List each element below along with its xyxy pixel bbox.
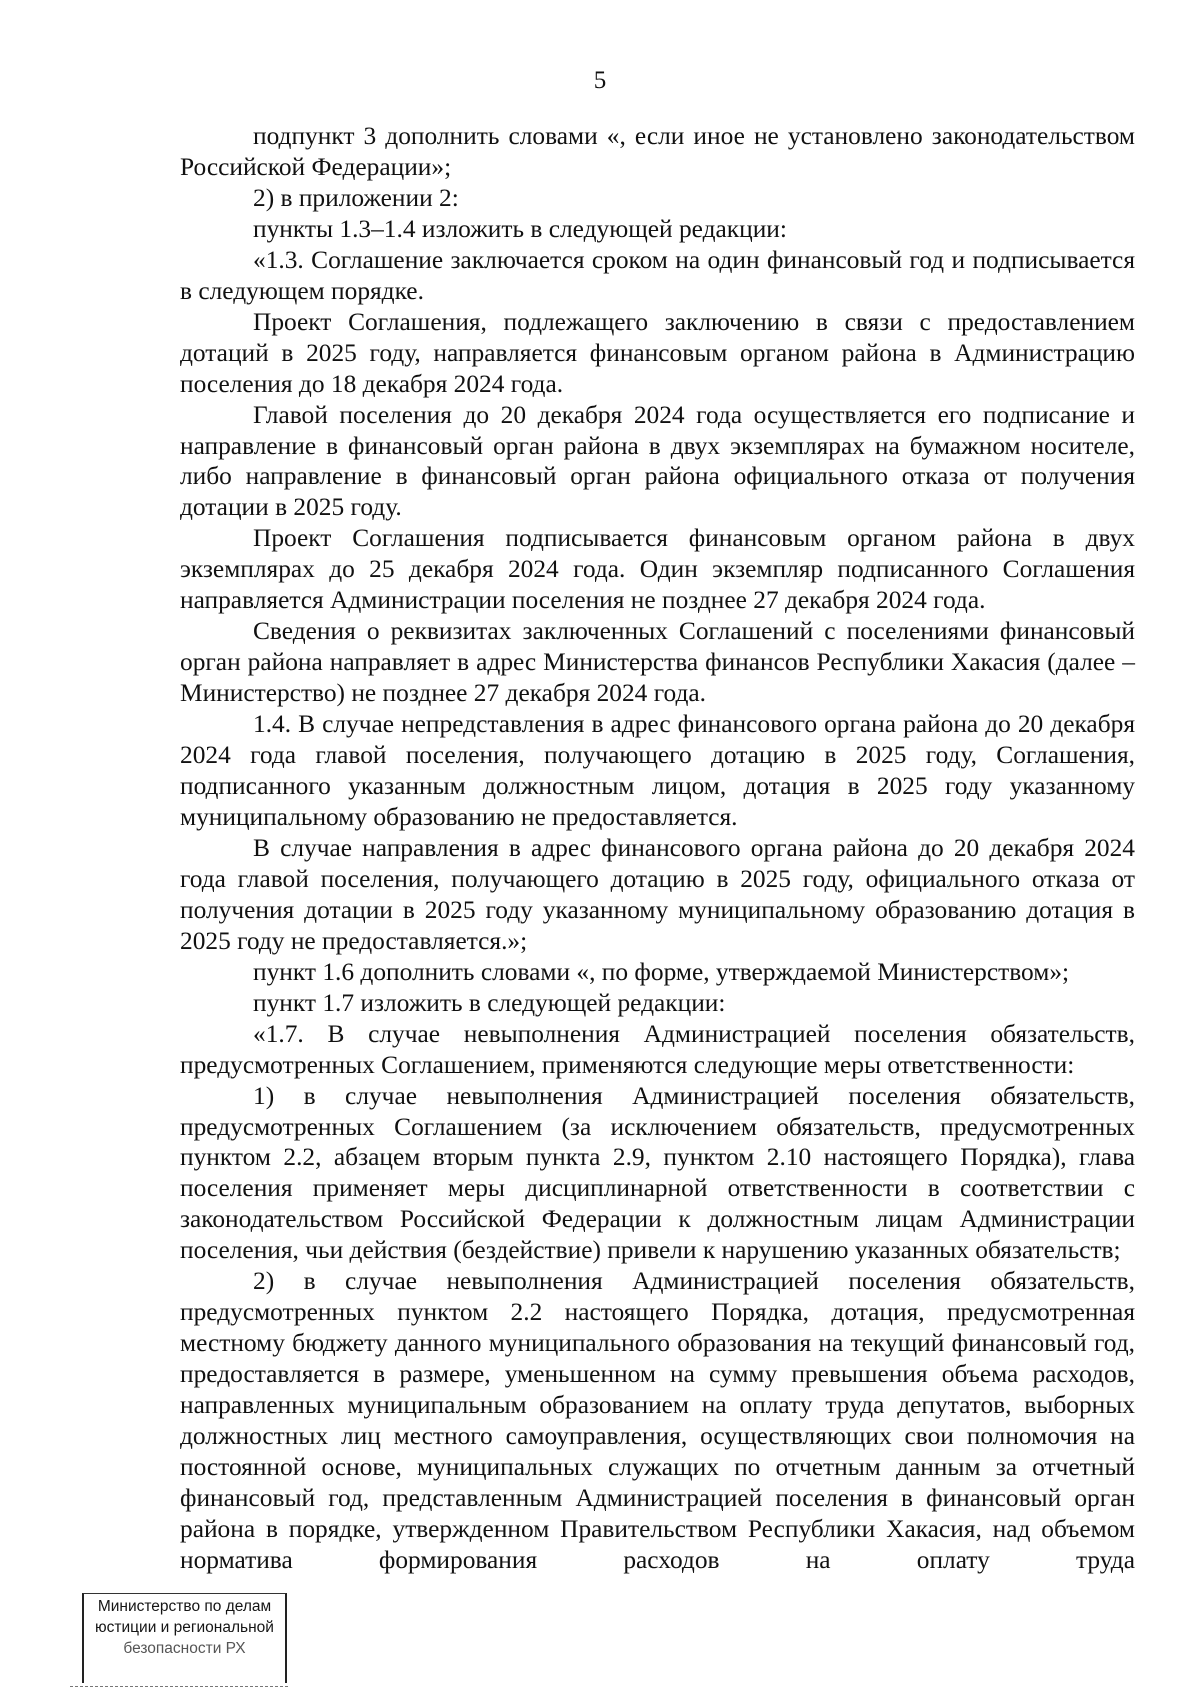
- stamp-bottom-border: [70, 1686, 288, 1687]
- stamp-line: юстиции и региональной: [95, 1619, 274, 1636]
- paragraph: Проект Соглашения, подлежащего заключению в связи с предоставлением дотаций в 2025 году, направляется финансовым органом района в Администрацию поселения до 18 декабря 2024 года.: [180, 307, 1135, 398]
- document-body: [180, 121, 1135, 1576]
- paragraph: подпункт 3 дополнить словами «, если иное не установлено законодательством Российской Федерации»;: [180, 122, 1135, 181]
- paragraph: «1.3. Соглашение заключается сроком на один финансовый год и подписывается в следующем порядке.: [180, 245, 1135, 305]
- paragraph: Главой поселения до 20 декабря 2024 года осуществляется его подписание и направление в финансовый орган района в двух экземплярах на бумажном носителе, либо направление в финансовый орган района официального отказа от получения дотации в 2025 году.: [180, 400, 1135, 522]
- paragraph: 1.4. В случае непредставления в адрес финансового органа района до 20 декабря 2024 года главой поселения, получающего дотацию в 2025 году, Соглашения, подписанного указанным должностным лицом, дотация в 2025 году указанному муниципальному образованию не предоставляется.: [180, 710, 1135, 831]
- paragraph: «1.7. В случае невыполнения Администрацией поселения обязательств, предусмотренных Соглашением, применяются следующие меры ответственности:: [180, 1019, 1135, 1079]
- paragraph: пункты 1.3–1.4 изложить в следующей редакции:: [253, 214, 787, 243]
- stamp-line: Министерство по делам: [97, 1598, 272, 1615]
- paragraph: 1) в случае невыполнения Администрацией поселения обязательств, предусмотренных Соглашением (за исключением обязательств, предусмотренных пунктом 2.2, абзацем вторым пункта 2.9, пунктом 2.10 настоящего Порядка), глава поселения применяет меры дисциплинарной ответственности в соответствии с законодательством Российской Федерации к должностным лицам Администрации поселения, чьи действия (бездействие) привели к нарушению указанных обязательств;: [180, 1081, 1135, 1265]
- paragraph: Сведения о реквизитах заключенных Соглашений с поселениями финансовый орган района направляет в адрес Министерства финансов Республики Хакасия (далее – Министерство) не позднее 27 декабря 2024 года.: [180, 617, 1135, 708]
- paragraph: В случае направления в адрес финансового органа района до 20 декабря 2024 года главой поселения, получающего дотацию в 2025 году, официального отказа от получения дотации в 2025 году указанному муниципальному образованию дотация в 2025 году не предоставляется.»;: [180, 833, 1135, 955]
- paragraph: 2) в случае невыполнения Администрацией поселения обязательств, предусмотренных пунктом 2.2 настоящего Порядка, дотация, предусмотренная местному бюджету данного муниципального образования на текущий финансовый год, предоставляется в размере, уменьшенном на сумму превышения объема расходов, направленных муниципальным образованием на оплату труда депутатов, выборных должностных лиц местного самоуправления, осуществляющих свои полномочия на постоянной основе, муниципальных служащих по отчетным данным за отчетный финансовый год, представленным Администрацией поселения в финансовый орган района в порядке, утвержденном Правительством Республики Хакасия, над объемом норматива формирования расходов на оплату труда: [180, 1267, 1135, 1574]
- paragraph: Проект Соглашения подписывается финансовым органом района в двух экземплярах до 25 декабря 2024 года. Один экземпляр подписанного Соглашения направляется Администрации поселения не позднее 27 декабря 2024 года.: [180, 524, 1135, 615]
- page-number: 5: [593, 67, 607, 94]
- paragraph: 2) в приложении 2:: [253, 183, 459, 212]
- paragraph: пункт 1.7 изложить в следующей редакции:: [253, 988, 726, 1017]
- paragraph: пункт 1.6 дополнить словами «, по форме, утверждаемой Министерством»;: [253, 957, 1070, 986]
- registration-stamp: [82, 1593, 287, 1683]
- stamp-line: безопасности РХ: [123, 1640, 246, 1657]
